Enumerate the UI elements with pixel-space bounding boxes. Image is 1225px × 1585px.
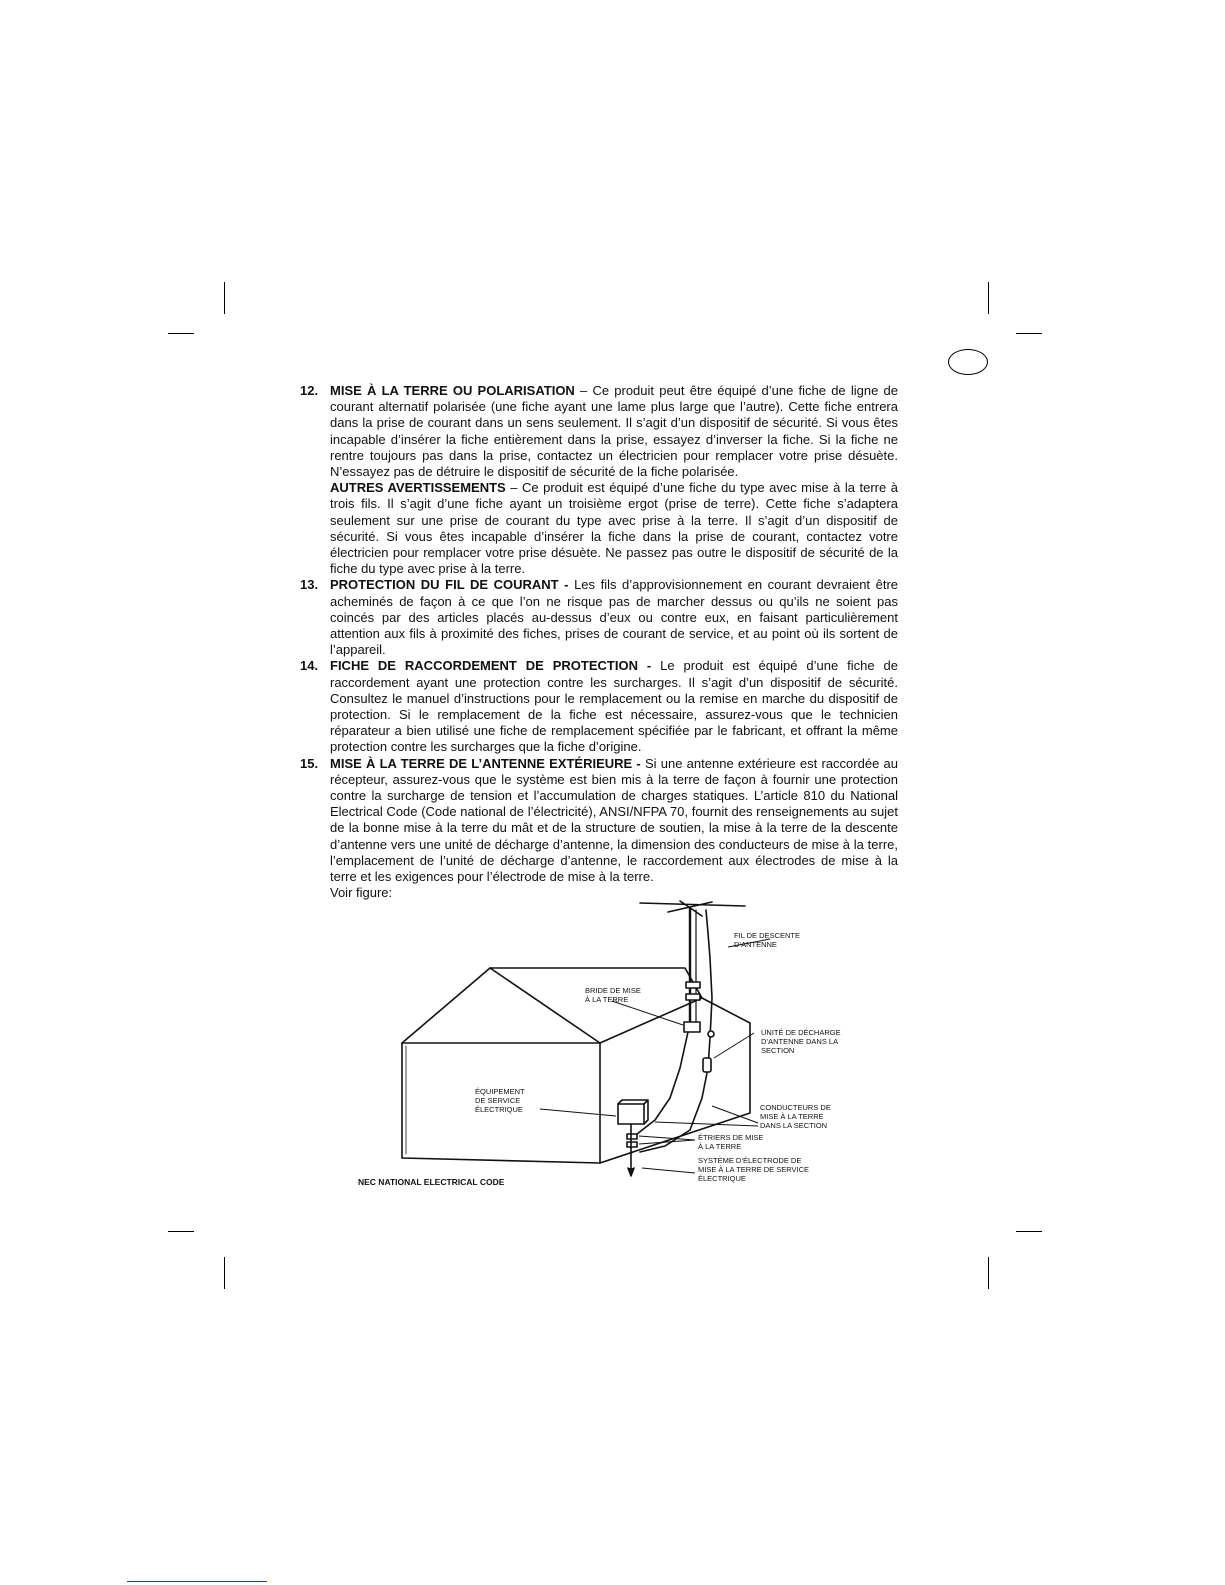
crop-mark-bottom-right-vertical (988, 1257, 989, 1289)
crop-mark-top-right-vertical (988, 282, 989, 314)
mast-clamp-1 (686, 982, 700, 988)
safety-instructions (300, 383, 898, 902)
label-etriers-1: ÉTRIERS DE MISE (698, 1133, 764, 1142)
item-paragraph (330, 756, 898, 886)
box-clamp-1 (627, 1134, 637, 1139)
label-unite-1: UNITÉ DE DÉCHARGE (761, 1028, 841, 1037)
arrow-cond-1 (712, 1106, 758, 1123)
label-cond-3: DANS LA SECTION (760, 1121, 828, 1130)
item-title: MISE À LA TERRE DE L’ANTENNE EXTÉRIEURE - (330, 755, 641, 771)
label-equip-1: ÉQUIPEMENT (475, 1087, 525, 1096)
label-fil-de-descente: FIL DE DESCENTE (734, 931, 800, 940)
label-equip-2: DE SERVICE (475, 1096, 521, 1105)
lead-in-wire (640, 910, 712, 1152)
instruction-item-12 (300, 383, 898, 577)
item-body: Le produit est équipé d’une fiche de raccordement ayant une protection contre les surcharges. Il s’agit d’un dispositif de sécurité. Consultez le manuel d’instructions pour le remplacement ou la remise en marche du dispositif de protection. Si le remplacement de la fiche est nécessaire, assurez-vous que le technicien réparateur a bien utilisé une fiche de remplacement spécifiée par le fabricant, et offrant la même protection contre les surcharges que la fiche d’origine. (330, 658, 899, 755)
box-clamp-2 (627, 1142, 637, 1147)
antenna-grounding-figure (350, 898, 860, 1198)
arrow-equip (540, 1109, 616, 1116)
item-number: 13. (300, 577, 319, 593)
item-title: FICHE DE RACCORDEMENT DE PROTECTION - (330, 658, 652, 674)
house-roof (402, 968, 702, 1043)
crop-mark-top-right-horizontal (1016, 333, 1042, 334)
crop-mark-top-left-vertical (224, 282, 225, 314)
discharge-unit (703, 1058, 711, 1072)
arrow-unite (714, 1033, 754, 1058)
antenna-elements (640, 901, 745, 916)
item-paragraph (330, 383, 898, 480)
label-sys-1: SYSTÈME D’ÉLECTRODE DE (698, 1156, 802, 1165)
crop-mark-bottom-right-horizontal (1016, 1231, 1042, 1232)
item-separator: – (574, 383, 593, 398)
item-title: PROTECTION DU FIL DE COURANT - (330, 577, 569, 593)
label-sys-2: MISE À LA TERRE DE SERVICE (698, 1165, 810, 1174)
item-subbody: Ce produit est équipé d’une fiche du type avec mise à la terre à trois fils. Il s’agit d’une fiche ayant un troisième ergot (prise de terre). Cette fiche s’adaptera seulement sur une prise de courant du type avec prise à la terre. Il s’agit d’un dispositif de sécurité. Si vous êtes incapable d’insérer la fiche dans la prise de courant, contactez votre électricien pour remplacer votre prise désuète. Ne passez pas outre le dispositif de sécurité de la fiche du type avec prise à la terre. (330, 480, 898, 577)
label-fil-d-antenne: D’ANTENNE (734, 940, 777, 949)
instruction-item-13 (300, 577, 898, 658)
item-subtitle: AUTRES AVERTISSEMENTS (330, 480, 506, 496)
item-number: 12. (300, 383, 319, 398)
label-equip-3: ÉLECTRIQUE (475, 1105, 523, 1114)
label-unite-2: D’ANTENNE DANS LA (761, 1037, 839, 1046)
mast-clamp-3 (684, 1022, 700, 1032)
crop-mark-top-left-horizontal (168, 333, 194, 334)
label-bride-1: BRIDE DE MISE (585, 986, 641, 995)
instruction-item-15 (300, 756, 898, 886)
label-etriers-2: À LA TERRE (698, 1142, 742, 1151)
language-marker-oval (948, 349, 988, 375)
arrow-sys (642, 1168, 695, 1173)
item-number: 14. (300, 658, 319, 674)
item-body: Ce produit peut être équipé d’une fiche de ligne de courant alternatif polarisée (une fiche ayant une lame plus large que l’autre). Cette fiche entrera dans la prise de courant dans un sens seulement. Il s’agit d’un dispositif de sécurité. Si vous êtes incapable d’insérer la fiche entièrement dans la prise, essayez d’inverser la fiche. Si la fiche ne rentre toujours pas dans la prise, contactez un électricien pour remplacer votre prise désuète. N’essayez pas de détruire le dispositif de sécurité de la fiche polarisée. (330, 383, 898, 480)
arrow-cond-2 (655, 1122, 758, 1126)
label-bride-2: À LA TERRE (585, 995, 629, 1004)
instruction-item-14 (300, 658, 898, 755)
item-body: Si une antenne extérieure est raccordée au récepteur, assurez-vous que le système est bien mis à la terre de façon à fournir une protection contre la surcharge de tension et l’accumulation de charges statiques. L’article 810 du National Electrical Code (Code national de l’électricité), ANSI/NFPA 70, fournit des renseignements au sujet de la bonne mise à la terre du mât et de la structure de soutien, la mise à la terre de la descente d’antenne vers une unité de décharge d’antenne, la dimension des conducteurs de mise à la terre, l’emplacement de l’unité de décharge d’antenne, le raccordement aux électrodes de mise à la terre et les exigences pour l’électrode de mise à la terre. (330, 755, 898, 885)
item-number: 15. (300, 755, 319, 771)
antenna-grounding-diagram (350, 898, 860, 1198)
crop-mark-bottom-left-horizontal (168, 1231, 194, 1232)
see-figure-label: Voir figure: (330, 885, 393, 901)
mast-clamp-2 (686, 994, 700, 1000)
item-body: Les fils d’approvisionnement en courant devraient être acheminés de façon à ce que l’on ne risque pas de marcher dessus ou qu’ils ne soient pas coincés par des articles placés au-dessus d’eux ou contre eux, en faisant particulièrement attention aux fils à proximité des fiches, prises de courant de service, et au point où ils sortent de l’appareil. (330, 577, 899, 658)
item-paragraph (330, 658, 898, 755)
footer-underline-link[interactable] (127, 1581, 267, 1582)
item-subseparator: – (505, 480, 522, 496)
label-cond-1: CONDUCTEURS DE (760, 1103, 831, 1112)
label-nec: NEC NATIONAL ELECTRICAL CODE (358, 1177, 505, 1187)
service-equipment-box (618, 1104, 644, 1124)
arrow-etriers-1 (639, 1136, 695, 1140)
crop-mark-bottom-left-vertical (224, 1257, 225, 1289)
label-cond-2: MISE À LA TERRE (760, 1112, 824, 1121)
label-sys-3: ÉLECTRIQUE (698, 1174, 746, 1183)
item-subparagraph (330, 480, 898, 577)
item-paragraph (330, 577, 898, 658)
item-title: MISE À LA TERRE OU POLARISATION (330, 383, 575, 398)
label-unite-3: SECTION (761, 1046, 795, 1055)
